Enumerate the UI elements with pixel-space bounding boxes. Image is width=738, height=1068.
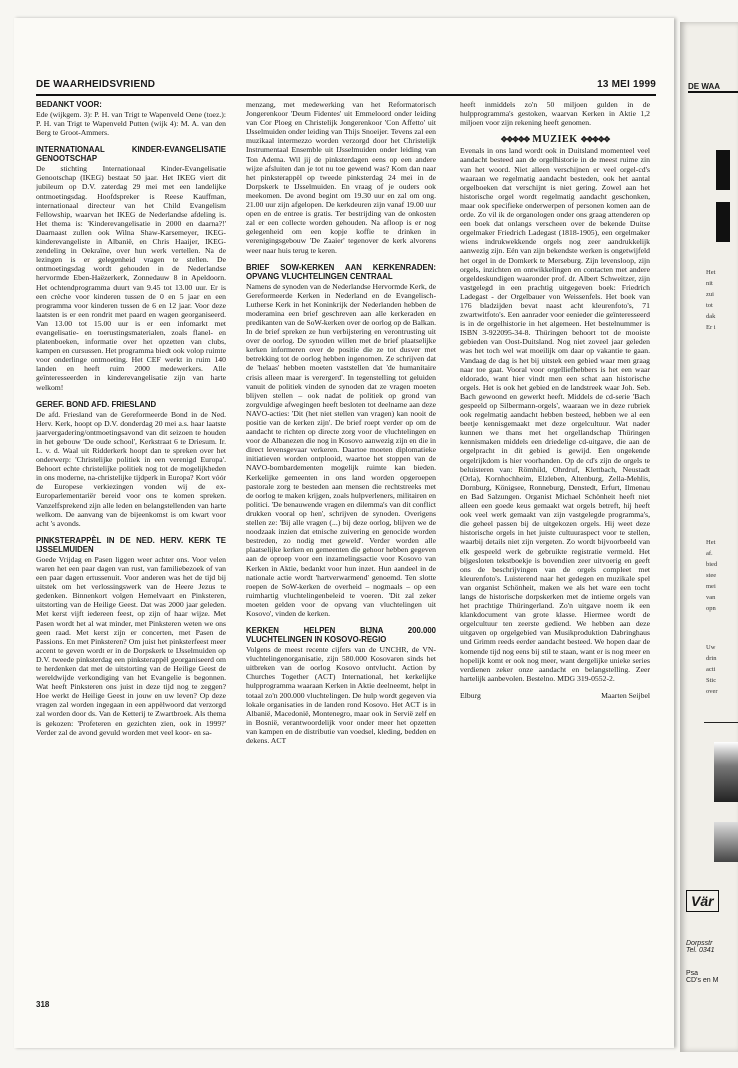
page-header bbox=[36, 76, 656, 96]
friesland-body: De afd. Friesland van de Gereformeerde Bond in de Ned. Herv. Kerk, hoopt op D.V. donderdag 20 mei a.s. haar laatste jaarvergadering/ontmoetingsavond van dit seizoen te houden in het gebouw 'De oude school', Kerkstraat 6 te Driesum. Ir. L. v. d. Waal uit Ridderkerk hoopt dan te spreken over het onderwerp: 'Christelijke politiek in een verenigd Europa'. Behoort echte christelijke politiek nog tot de mogelijkheden in ons moderne, na-christelijke tijdperk in Europa? Kort vóór de Europese verkiezingen vonden wij de ex-Europarlementariër bereid voor ons te komen spreken. Vanzelfsprekend zijn alle leden en belangstellenden van harte welkom. De aanvang van de bijeenkomst is om kwart voor acht 's avonds. bbox=[36, 409, 226, 528]
divider bbox=[704, 722, 738, 723]
kerken-continued: heeft inmiddels zo'n 50 miljoen gulden in de hulpprogramma's gestoken, waarvan Kerken in Aktie 1,2 miljoen voor zijn rekening heeft genomen. bbox=[460, 100, 650, 128]
column-2 bbox=[246, 100, 436, 1000]
headline-block bbox=[716, 202, 730, 242]
muziek-body: Evenals in ons land wordt ook in Duitsland momenteel veel aandacht besteed aan de orgelhistorie in de meest ruime zin van het woord. Niet alleen verschijnen er veel orgel-cd's waaraan we regelmatig aandacht besteden, ook het aantal orgelboeken dat verschijnt is niet gering. Zowel aan het historische orgel wordt regelmatig aandacht geschonken, maar ook specifieke onderwerpen of personen komen aan de orde. Zo vil ik de organologen onder ons graag attenderen op een boek dat onlangs verscheen over de bekende Duitse orgelmaker Friedrich Ladegast (1818-1905), een orgelmaker wiens indrukwekkende orgels nog zeer aandrukkelijk aanwezig zijn. Eén van zijn bekendste werken is ongetwijfeld het orgel in de Domkerk te Merseburg. Zijn levensloop, zijn orgels, inzichten en ontwikkelingen en contacten met andere orgeldeskundigen waaronder prof. dr. Albert Schweitzer, zijn vastgelegd in een prachtig uitgegeven boek: Friedrich Ladegast - der Orgelbauer von Weissenfels. Het boek van 176 bladzijden bevat naast acht kleurenfoto's, 71 zwartwitfoto's. Een aanrader voor eenieder die geïnteresseerd is in de orgelhistorie in het algemeen. Het bestelnummer is ISBN 3-922095-34-8. Thüringen behoort tot de mooiste gebieden van Oost-Duitsland. Nog niet zoveel jaar geleden was het toch wel wat moeilijk om daar op vakantie te gaan. Vandaag de dag is het bij uitstek een gebied waar men graag naar toe gaat. Vooral voor orgelliefhebbers is het een waar eldorado, want hier vindt men een schat aan historische orgels. Het is ook het gebied en de landstreek waar Joh. Seb. Bach gewoond en gewerkt heeft. Middels de cd-serie 'Bach gespeeld op Silbermann-orgels', waaraan we in deze rubriek ook regelmatig aandacht hebben besteed, hebben we al een beetje kennisgemaakt met deze orgelcultuur. Wat nader kunnen we thans met het orgellandschap Thüringen kennismaken middels een driedelige cd-uitgave, die aan de orgelpracht in dit gebied is gewijd. Een ongekende orgelrijkdom is hier voorhanden. Op de cd's zijn de orgels te beluisteren van: Römhild, Ohrdruf, Klettbach, Neustadt (Orla), Kornhochheim, Elzleben, Altenburg, Zella-Mehlis, Dornburg, Königsee, Ronneburg, Denstedt, Erfurt, Ilmenau en Bad Salzungen. Organist Michael Schönheit heeft niet alleen een goede keus gemaakt wat orgels betreft, hij heeft ook veel werk gemaakt van zijn vastgelegde programma's, die geheel passen bij de uitgekozen orgels. Hij weet deze historische orgels in het juiste cultuuraspect voor te stellen, waarbij details niet zijn vergeten. Zo wordt bijvoorbeeld van elk gespeeld werk de gebruikte registratie vermeld. Het bijgesloten tekstboekje is bovendien zeer uitvoerig en geeft ons de beschrijvingen van de orgels compleet met kleurenfoto's. Luisterend naar het gedegen en muzikale spel van organist Schönheit, maken we als het ware een tocht langs de historische dorpskerken met de intieme orgels van het prachtige Thüringerland. Zo'n uitgave noem ik een klankdocument van grote klasse. Hiermee wordt de orgelcultuur ten zeerste gediend. We hebben aan deze uitgaven op orgelgebied van Musikproduktion Dabringhaus und Grimm reeds eerder aandacht besteed. We hopen daar de komende tijd nog eens bij stil te staan, want er is nog meer en hopelijk komt er ook nog meer, want dergelijke unieke series verdienen zeker onze aandacht en belangstelling. Zeer hartelijk aanbevolen. Bestelno. MDG 319-0552-2. bbox=[460, 146, 650, 683]
bedankt-body: Ede (wijkgem. 3): P. H. van Trigt te Wapenveld Oene (toez.): P. H. van Trigt te Wapenveld Putten (wijk 4): M. A. van den Berg te Groot-Ammers. bbox=[36, 110, 226, 138]
kev-title: INTERNATIONAAL KINDER-EVANGELISATIE GENOOTSCHAP bbox=[36, 145, 226, 164]
adjacent-text-a: Het nit zui tot dak Er i bbox=[706, 269, 716, 331]
bedankt-title: BEDANKT VOOR: bbox=[36, 100, 102, 109]
ad-address: Dorpsstr Tel. 0341 bbox=[686, 940, 715, 954]
ad-text: Psa CD's en M bbox=[686, 970, 719, 984]
church-photo bbox=[714, 822, 738, 862]
kerken-title: KERKEN HELPEN BIJNA 200.000 VLUCHTELINGEN IN KOSOVO-REGIO bbox=[246, 626, 436, 645]
ornament-left-icon: ✥✥✥✥✥ bbox=[500, 135, 530, 145]
ornament-right-icon: ✥✥✥✥✥ bbox=[580, 135, 610, 145]
issue-date: 13 MEI 1999 bbox=[597, 79, 656, 90]
signature-author: Maarten Seijbel bbox=[601, 690, 650, 700]
pinkster-continued: menzang, met medewerking van het Reformatorisch Jongerenkoor 'Deum Fidentes' uit Emmeloord onder leiding van Cor Ploeg en Christelijk Jongerenkoor 'Con Affetto' uit IJsselmuiden onder leiding van Thijs Snoeijer. Tevens zal een muzikaal intermezzo worden verzorgd door het Christelijk Instrumentaal Ensemble uit IJsselmuiden onder leiding van Ton Adema. Wil jij de pinksterdagen eens op een andere wijze afsluiten dan je tot nu toe gewend was? Kom dan naar het pinksterappèl op tweede pinksterdag 24 mei in de Dorpskerk te IJsselmuiden. En vraag of je ouders ook meekomen. De avond begint om 19.30 uur en zal om ong. 21.00 uur zijn afgelopen. De kerkdeuren zijn vanaf 19.00 uur open en de entree is gratis. Ter bestrijding van de onkosten zal er een collecte worden gehouden. Na afloop is er nog gelegenheid om een kopje koffie te drinken in verenigingsgebouw 'De Zaaier' tegenover de kerk alvorens weer naar huis terug te keren. bbox=[246, 100, 436, 255]
adjacent-page-header: DE WAA bbox=[688, 82, 738, 93]
adjacent-text-c: Uw drin acti Stic over bbox=[706, 644, 718, 695]
column-3 bbox=[460, 100, 650, 1000]
brief-body: Namens de synoden van de Nederlandse Hervormde Kerk, de Gereformeerde Kerken in Nederland en de Evangelisch-Lutherse Kerk in het Koninkrijk der Nederlanden hebben de moderamina een brief geschreven aan alle kerkeraden en predikanten van de SoW-kerken over de oorlog op de Balkan. In de brief spreken ze hun verbijstering en verontrusting uit over de oorlog. De synoden willen met de brief plaatselijke kerken informeren over de positie die ze tot dusver met betrekking tot de oorlog hebben ingenomen. Ze schrijven dat de 'helaas' hebben moeten vaststellen dat 'de humanitaire crisis alleen maar is verergerd'. In tegenstelling tot geluiden vanuit de politiek vinden de synoden dat ze vragen moeten blijven stellen – ook nadat de politiek op grond van zorgvuldige afwegingen heeft besloten tot deelname aan deze NAVO-acties: 'Dit (het niet stellen van vragen) kan nooit de positie van de kerken zijn'. De brief roept verder op om de aandacht te richten op directe zorg voor de vluchtelingen en voor de Albanezen die nog in Kosovo aanwezig zijn en die in direct levensgevaar verkeren. Daartoe moeten diplomatieke initiatieven worden ontplooid, waartoe het stoppen van de NAVO-bombardementen mogelijk ruimte kan bieden. Kerkelijke gemeenten in ons land worden opgeroepen pastorale zorg te besteden aan mensen die rechtstreeks met de oorlog te maken krijgen, zoals hulpverleners, militairen en politici. 'De benauwende vragen en dilemma's van dit conflict drukken vooral op hen', schrijven de synoden. Overigens stellen ze: 'Bij alle vragen (...) bij deze oorlog, blijven we de noodzaak inzien dat etnische zuivering en genocide worden bestreden, zo nodig met geweld'. Verder worden alle plaatselijke kerken en gemeenten die gehoor hebben gegeven aan de oproep voor een inzamelingsactie voor Kosovo van Kerken in Aktie, bedankt voor hun inzet. Hun aandeel in de nationale actie wordt 'hartverwarmend' genoemd. Ten slotte roepen de SoW-kerken de overheid – nogmaals – op een ruimhartig vluchtelingenbeleid te voeren. 'Dit zal zeker moeten gelden voor de opvang van vluchtelingen uit Kosovo', vinden de kerken. bbox=[246, 281, 436, 618]
adjacent-page bbox=[680, 22, 738, 1052]
page-number: 318 bbox=[36, 1000, 50, 1009]
kev-body: De stichting Internationaal Kinder-Evangelisatie Genootschap (IKEG) bestaat 50 jaar. Het IKEG viert dit jubileum op D.V. zaterdag 29 mei met een landelijke ontmoetingsdag. Hoofdspreker is Reese Kauffman, internationaal directeur van het Child Evangelism Fellowship, waarvan het IKEG de Nederlandse afdeling is. Het thema is: 'Kinderevangelisatie in 2000 en daarna?!' Daarnaast zullen ook Wilna Shaw-Karsemeyer, IKEG-kinderevangeliste in Albanië, en Chris Haaijer, IKEG-zendeling in Oekraïne, over hun werk vertellen. Na de lezingen is er gelegenheid vragen te stellen. De ontmoetingsdag wordt gehouden in de Nederlandse hervormde Eben-Haëzerkerk, Zonnedauw 8 in Apeldoorn. Het ochtendprogramma duurt van 9.45 tot 13.00 uur. Er is een crèche voor kinderen tussen de 0 en 5 jaar en een programma voor kinderen tussen de 6 en 12 jaar. Voor deze laatsten is er een rondrit met paard en wagen georganiseerd. Van 13.00 tot 15.00 uur is er een infomarkt met evangelisatie- en toerustingsmaterialen, zoals flanel- en platenboeken, informatie over het opzetten van clubs, kampen en cursussen. Het programma biedt ook volop ruimte voor onderlinge ontmoeting. Het CEF werkt in ruim 140 landen en heeft ruim 2000 medewerkers. Alle geïnteresseerden in kinderevangelisatie zijn van harte welkom! bbox=[36, 164, 226, 392]
brief-title: BRIEF SOW-KERKEN AAN KERKENRADEN: OPVANG VLUCHTELINGEN CENTRAAL bbox=[246, 262, 436, 281]
publication-name: DE WAARHEIDSVRIEND bbox=[36, 79, 156, 90]
signature-place: Elburg bbox=[460, 690, 481, 700]
muziek-title: MUZIEK bbox=[532, 134, 578, 146]
pinkster-title: PINKSTERAPPÈL IN DE NED. HERV. KERK TE IJSSELMUIDEN bbox=[36, 535, 226, 554]
signature-line bbox=[460, 691, 650, 700]
church-photo bbox=[714, 742, 738, 802]
ad-logo: Vär bbox=[686, 890, 719, 912]
adjacent-text-b: Het af. bied stee mei van opn bbox=[706, 539, 718, 612]
column-1 bbox=[36, 100, 226, 1000]
friesland-title: GEREF. BOND AFD. FRIESLAND bbox=[36, 399, 157, 409]
headline-block bbox=[716, 150, 730, 190]
muziek-heading bbox=[460, 135, 650, 144]
pinkster-body: Goede Vrijdag en Pasen liggen weer achter ons. Voor velen waren het een paar dagen van rust, van familiebezoek of van een paar dagen ertussenuit. Voor anderen was het de tijd bij uitstek om het verlossingswerk van de Heere Jezus te gedenken. Binnenkort volgen Hemelvaart en Pinksteren, uitstorting van de Heilige Geest. Dat was 2000 jaar geleden. Met kerst vijft iedereen feest, op zijn of haar wijze. Met Pasen wordt het al wat minder, met Pinksteren weten we ons geen raad. Met kerst zijn er concerten, met Pasen de Passions. En met Pinksteren? Om juist het pinksterfeest meer accent te geven wordt er in de Dorpskerk te IJsselmuiden op D.V. tweede pinksterdag een pinksterappèl georganiseerd om te herdenken dat met de uitstorting van de Heilige Geest de wereldwijde verkondiging van het Evangelie is begonnen. Wat heeft Pinksteren ons juist in deze tijd nog te zeggen? Hoe werkt de Heilige Geest in jouw en uw leven? Op deze vragen zal worden ingegaan in een appèlwoord dat verzorgd zal worden door ds. Van de Ketterij te Zwartbroek. Als thema is gekozen: 'Profeteren en gezichten zien, ook in 1999?' Verder zal de avond gevuld worden met veel koor- en sa- bbox=[36, 554, 226, 737]
kerken-body: Volgens de meest recente cijfers van de UNCHR, de VN-vluchtelingenorganisatie, zijn 580.000 Kosovaren sinds het uitbreken van de oorlog Kosovo ontvlucht. Action by Churches Together (ACT) International, het kerkelijke hulpprogramma waaraan Kerken in Aktie deelneemt, helpt in totaal zo'n 200.000 vluchtelingen. De hulp wordt gegeven via lokale organisaties in de landen rond Kosovo. Het ACT is in Albanië, Macedonië, Montenegro, maar ook in Servië zelf en in Bosnië, verantwoordelijk voor onder meer het opzetten van kampen en de distributie van voedsel, kleding, bedden en dekens. ACT bbox=[246, 645, 436, 745]
